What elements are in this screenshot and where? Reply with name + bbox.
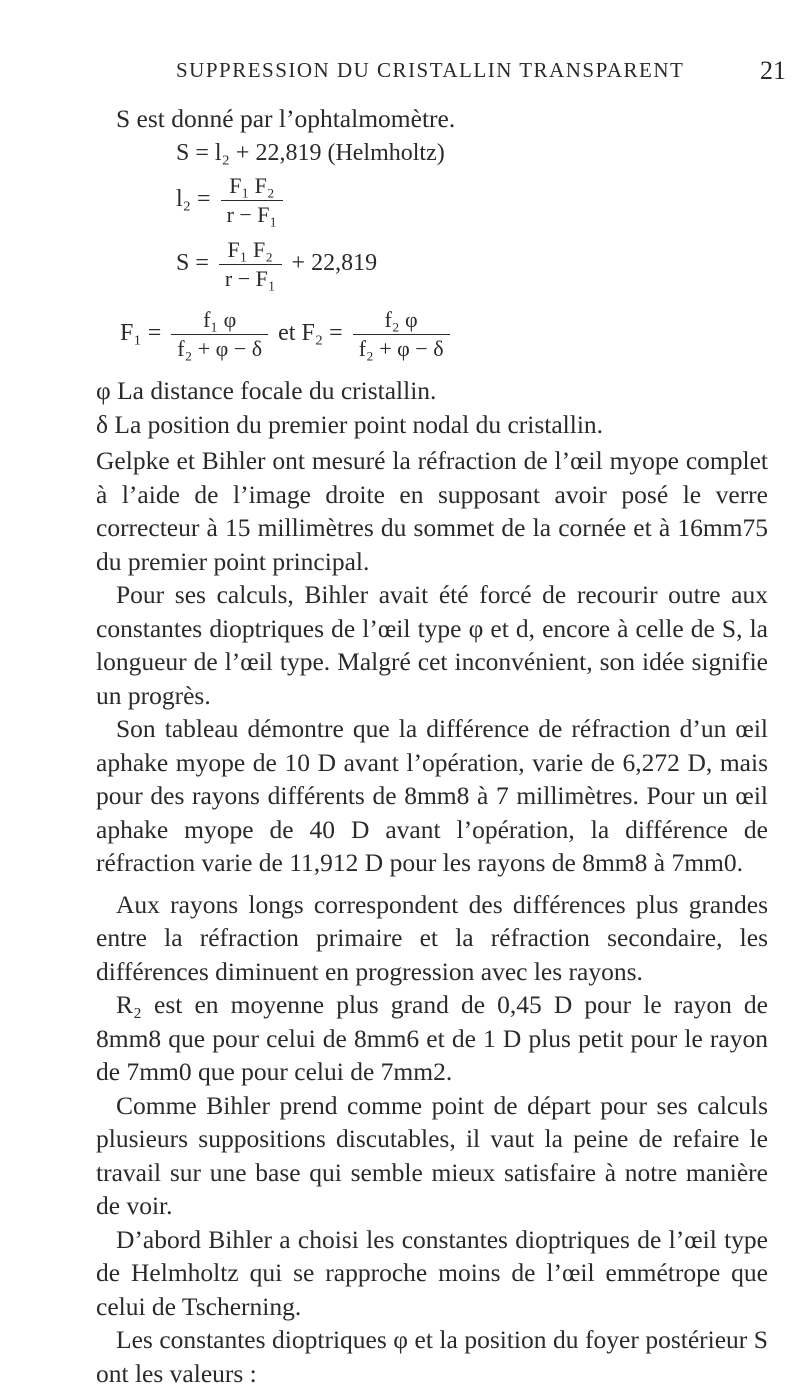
fraction bbox=[221, 172, 284, 229]
numerator: f₁ φ bbox=[171, 306, 268, 335]
fraction bbox=[219, 236, 282, 293]
denominator: r − F₁ bbox=[226, 202, 278, 227]
paragraph: Les constantes dioptriques φ et la position du foyer postérieur S ont les valeurs : bbox=[96, 1325, 768, 1388]
denominator: f₂ + φ − δ bbox=[358, 336, 444, 361]
formula-f1-f2 bbox=[120, 306, 454, 363]
paragraph: R₂ est en moyenne plus grand de 0,45 D pour le rayon de 8mm8 que pour celui de 8mm6 et de 1 D plus petit pour le rayon de 7mm0 que pour celui de 7mm2. bbox=[96, 990, 768, 1086]
paragraph: Pour ses calculs, Bihler avait été forcé de recourir outre aux constantes dioptriques de l’œil type φ et d, encore à celle de S, la longueur de l’œil type. Malgré cet inconvénient, son idée signifie un progrès. bbox=[96, 580, 768, 710]
formula-s-rhs: + 22,819 bbox=[291, 250, 378, 277]
paragraph: Comme Bihler prend comme point de départ pour ses calculs plusieurs suppositions discutables, il vaut la peine de refaire le travail sur une base qui semble mieux satisfaire à notre manière de voir. bbox=[96, 1090, 768, 1220]
formula-f1-lhs: F₁ = bbox=[120, 320, 162, 347]
paragraph: Aux rayons longs correspondent des différences plus grandes entre la réfraction primaire et la réfraction secondaire, les différences diminuent en progression avec les rayons. bbox=[96, 889, 768, 986]
formula-f2-lhs: et F₂ = bbox=[278, 320, 343, 347]
definition-phi: φ La distance focale du cristallin. bbox=[96, 376, 437, 405]
intro-line: S est donné par l’ophtalmomètre. bbox=[116, 104, 456, 133]
paragraph: Son tableau démontre que la différence de réfraction d’un œil aphake myope de 10 D avant l’opération, varie de 6,272 D, mais pour des rayons différents de 8mm8 à 7 millimètres. Pour un œil aphake myope de 40 D avant l’opération, la différence de réfraction varie de 11,912 D pour les rayons de 8mm8 à 7mm0. bbox=[96, 714, 768, 877]
page-number: 21 bbox=[760, 56, 786, 85]
body-text bbox=[96, 444, 768, 1390]
running-title: SUPPRESSION DU CRISTALLIN TRANSPARENT bbox=[176, 58, 685, 82]
numerator: f₂ φ bbox=[353, 306, 450, 335]
formula-l2-lhs: l₂ = bbox=[176, 186, 211, 213]
denominator: r − F₁ bbox=[224, 266, 276, 291]
formula-s-lhs: S = bbox=[176, 250, 209, 277]
paragraph: Gelpke et Bihler ont mesuré la réfraction de l’œil myope complet à l’aide de l’image droite en supposant avoir posé le verre correcteur à 15 millimètres du sommet de la cornée et à 16mm75 du premier point principal. bbox=[96, 446, 768, 576]
formula-s-helmholtz: S = l₂ + 22,819 (Helmholtz) bbox=[176, 140, 445, 166]
fraction bbox=[171, 306, 268, 363]
definition-delta: δ La position du premier point nodal du cristallin. bbox=[96, 410, 604, 439]
paragraph: D’abord Bihler a choisi les constantes dioptriques de l’œil type de Helmholtz qui se rapproche moins de l’œil emmétrope que celui de Tscherning. bbox=[96, 1224, 768, 1321]
running-header bbox=[176, 56, 786, 85]
numerator: F₁ F₂ bbox=[219, 236, 282, 265]
numerator: F₁ F₂ bbox=[221, 172, 284, 201]
fraction bbox=[353, 306, 450, 363]
formula-s bbox=[176, 236, 377, 293]
denominator: f₂ + φ − δ bbox=[177, 336, 263, 361]
formula-l2 bbox=[176, 172, 287, 229]
